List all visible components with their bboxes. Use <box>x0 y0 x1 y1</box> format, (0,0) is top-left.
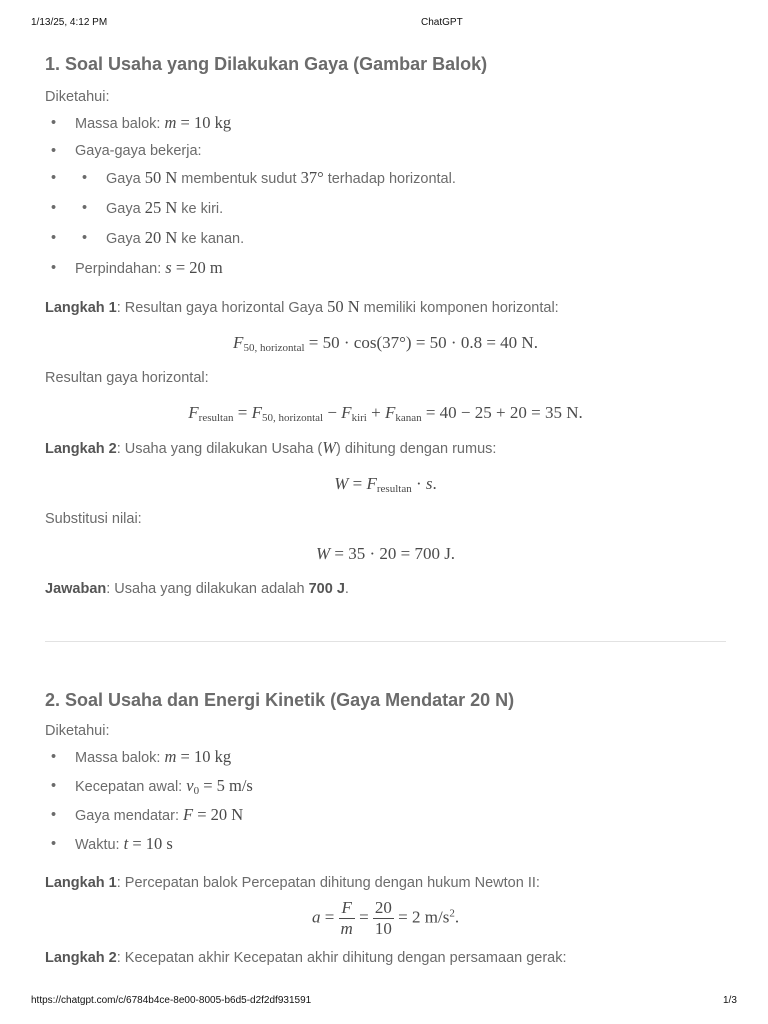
list-item: • Perpindahan: s = 20 m <box>45 257 726 280</box>
step-2-text: Langkah 2: Usaha yang dilakukan Usaha (W) dihitung dengan rumus: <box>45 438 497 457</box>
list-item: • Kecepatan awal: $v_0 = 5$ m/s <box>45 775 726 798</box>
list-item: • Waktu: t = 10 s <box>45 833 726 856</box>
list-item: • Gaya mendatar: F = 20 N <box>45 804 726 827</box>
diketahui-label: Diketahui: <box>45 89 110 105</box>
list-item: • Massa balok: m = 10 kg <box>45 112 726 135</box>
print-title: ChatGPT <box>421 17 463 28</box>
given-list <box>45 746 726 856</box>
print-url: https://chatgpt.com/c/6784b4ce-8e00-8005-b6d5-d2f2df931591 <box>31 995 312 1006</box>
list-item: • • Gaya 25 N ke kiri. <box>45 197 726 220</box>
document-content <box>45 52 726 969</box>
print-datetime: 1/13/25, 4:12 PM <box>31 17 108 28</box>
section-2-title: 2. Soal Usaha dan Energi Kinetik (Gaya Mendatar 20 N) <box>45 690 515 710</box>
given-list <box>45 112 726 280</box>
step-2-text: Langkah 2: Kecepatan akhir Kecepatan akhir dihitung dengan persamaan gerak: <box>45 950 567 966</box>
answer-text: Jawaban: Usaha yang dilakukan adalah 700 J. <box>45 581 349 597</box>
list-item: • Gaya-gaya bekerja: <box>45 140 726 162</box>
page-number: 1/3 <box>723 995 737 1006</box>
fraction: $\frac{20}{10}$ <box>374 898 392 938</box>
list-item: • • Gaya 50 N membentuk sudut 37° terhadap horizontal. <box>45 167 726 190</box>
fraction: $\frac{F}{m}$ <box>340 898 353 938</box>
step-1-text: Langkah 1: Resultan gaya horizontal Gaya 50 N memiliki komponen horizontal: <box>45 297 559 316</box>
substitusi-label: Substitusi nilai: <box>45 511 142 527</box>
diketahui-label: Diketahui: <box>45 723 110 739</box>
equation-4: W = 35 · 20 = 700 J. <box>315 544 456 563</box>
section-1-title: 1. Soal Usaha yang Dilakukan Gaya (Gambar Balok) <box>45 54 488 74</box>
list-item: • • Gaya 20 N ke kanan. <box>45 227 726 250</box>
equation-2: $F_{resultan} = F_{50, horizontal} - F_{kiri} + F_{kanan} = 40 - 25 + 20 = 35$ N. <box>188 403 583 424</box>
equation-5: a = $\frac{F}{m}$ = $\frac{20}{10}$ = 2 $m/s^2$. <box>311 898 460 938</box>
equation-3: $W = F_{resultan} \cdot s$. <box>334 474 437 495</box>
step-1-text: Langkah 1: Percepatan balok Percepatan dihitung dengan hukum Newton II: <box>45 875 540 891</box>
list-item: • Massa balok: m = 10 kg <box>45 746 726 769</box>
equation-1: $F_{50, horizontal} = 50 \cdot \cos(37^\circ) = 50 \cdot 0.8 = 40$ N. <box>233 333 538 354</box>
resultan-label: Resultan gaya horizontal: <box>45 370 209 386</box>
